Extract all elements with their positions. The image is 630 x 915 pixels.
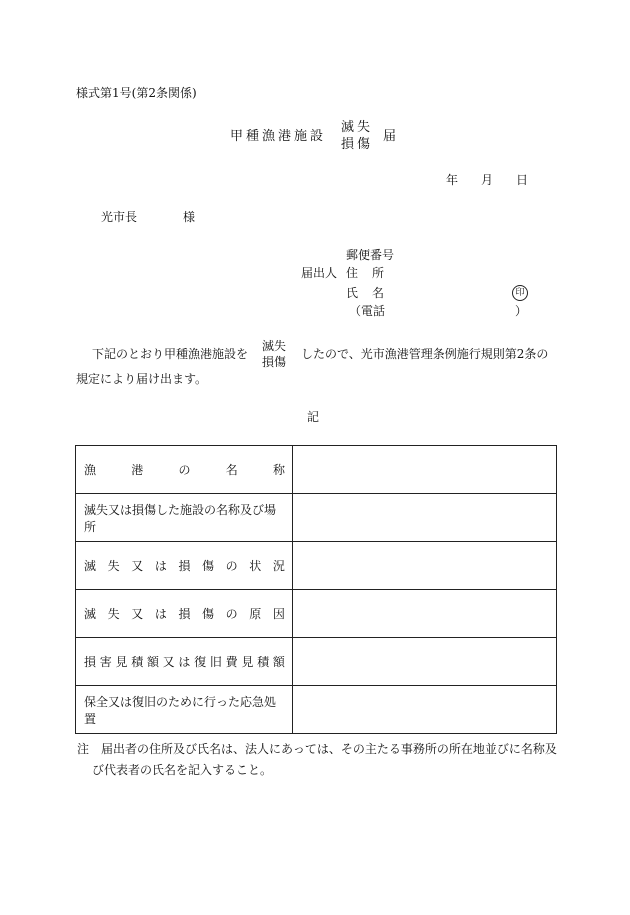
label-char: は [178,655,191,669]
row-label: 保全又は復旧のために行った応急処置 [84,694,277,726]
label-char: 失 [107,559,120,573]
body-stack [262,339,286,370]
table-row [76,494,557,542]
name-label: 氏 名 [346,286,386,300]
seal-mark: 印 [512,285,528,301]
address-label: 住 所 [346,266,386,280]
label-char: 積 [131,655,144,669]
label-char: 額 [146,655,159,669]
body-line1-before: 下記のとおり甲種漁港施設を [92,347,249,361]
label-char: 港 [131,463,144,477]
title-stack-top: 滅失 [341,120,374,135]
label-char: は [154,559,167,573]
row-value-cell[interactable] [293,590,557,638]
label-char: 損 [178,607,191,621]
label-char: 称 [272,463,285,477]
addressee-honorific: 様 [183,210,196,224]
label-char: 因 [272,607,285,621]
title-stack-bottom: 損傷 [341,136,374,152]
label-char: 失 [107,607,120,621]
row-label [76,605,292,622]
label-char: の [178,463,191,477]
table-row [76,638,557,686]
label-char: 損 [178,559,191,573]
body-stack-top: 滅失 [262,339,287,353]
label-char: 見 [115,655,128,669]
label-char: 費 [225,655,238,669]
label-char: は [154,607,167,621]
row-value-cell[interactable] [293,446,557,494]
label-char: 漁 [84,463,97,477]
label-char: 名 [225,463,238,477]
row-label: 滅失又は損傷した施設の名称及び場所 [84,502,277,534]
form-number: 様式第1号(第2条関係) [76,86,197,100]
form-table [75,445,557,734]
table-row [76,686,557,734]
row-value-cell[interactable] [293,494,557,542]
label-char: 積 [257,655,270,669]
label-char: 又 [162,655,175,669]
label-char: 況 [272,559,285,573]
label-char: 復 [194,655,207,669]
date-day: 日 [516,173,529,187]
row-label-cell [76,686,293,734]
label-char: 滅 [84,559,97,573]
table-row [76,446,557,494]
label-char: 旧 [209,655,222,669]
row-label-cell [76,638,293,686]
body-line2: 規定により届け出ます。 [76,372,208,386]
title-prefix: 甲種漁港施設 [230,129,327,144]
label-char: の [225,559,238,573]
body-line1-after: したので、光市漁港管理条例施行規則第2条の [301,347,549,361]
body-stack-bottom: 損傷 [262,354,287,369]
label-char: 又 [131,559,144,573]
ki-heading: 記 [307,410,320,424]
label-char: 又 [131,607,144,621]
postal-code-label: 郵便番号 [346,248,395,262]
row-label [76,557,292,574]
phone-close-paren: ） [515,304,528,318]
label-char: 原 [249,607,262,621]
label-char: 見 [241,655,254,669]
row-label-cell [76,590,293,638]
row-value-cell[interactable] [293,542,557,590]
table-row [76,590,557,638]
row-value-cell[interactable] [293,638,557,686]
applicant-role-label: 届出人 [301,266,338,280]
label-char: 滅 [84,607,97,621]
row-label [76,461,292,478]
date-year: 年 [446,173,459,187]
row-value-cell[interactable] [293,686,557,734]
label-char: の [225,607,238,621]
row-label-cell [76,446,293,494]
table-row [76,542,557,590]
label-char: 傷 [202,607,215,621]
phone-open-label: （電話 [349,304,386,318]
addressee-name: 光市長 [101,210,138,224]
row-label-cell [76,494,293,542]
label-char: 傷 [202,559,215,573]
title-stack [341,120,373,154]
label-char: 害 [99,655,112,669]
row-label [76,653,292,670]
title-suffix: 届 [383,129,397,144]
label-char: 損 [84,655,97,669]
note-line1: 注 届出者の住所及び氏名は、法人にあっては、その主たる事務所の所在地並びに名称及 [77,742,557,756]
label-char: 状 [249,559,262,573]
label-char: 額 [272,655,285,669]
note-line2: び代表者の氏名を記入すること。 [92,763,273,777]
row-label-cell [76,542,293,590]
date-month: 月 [481,173,494,187]
